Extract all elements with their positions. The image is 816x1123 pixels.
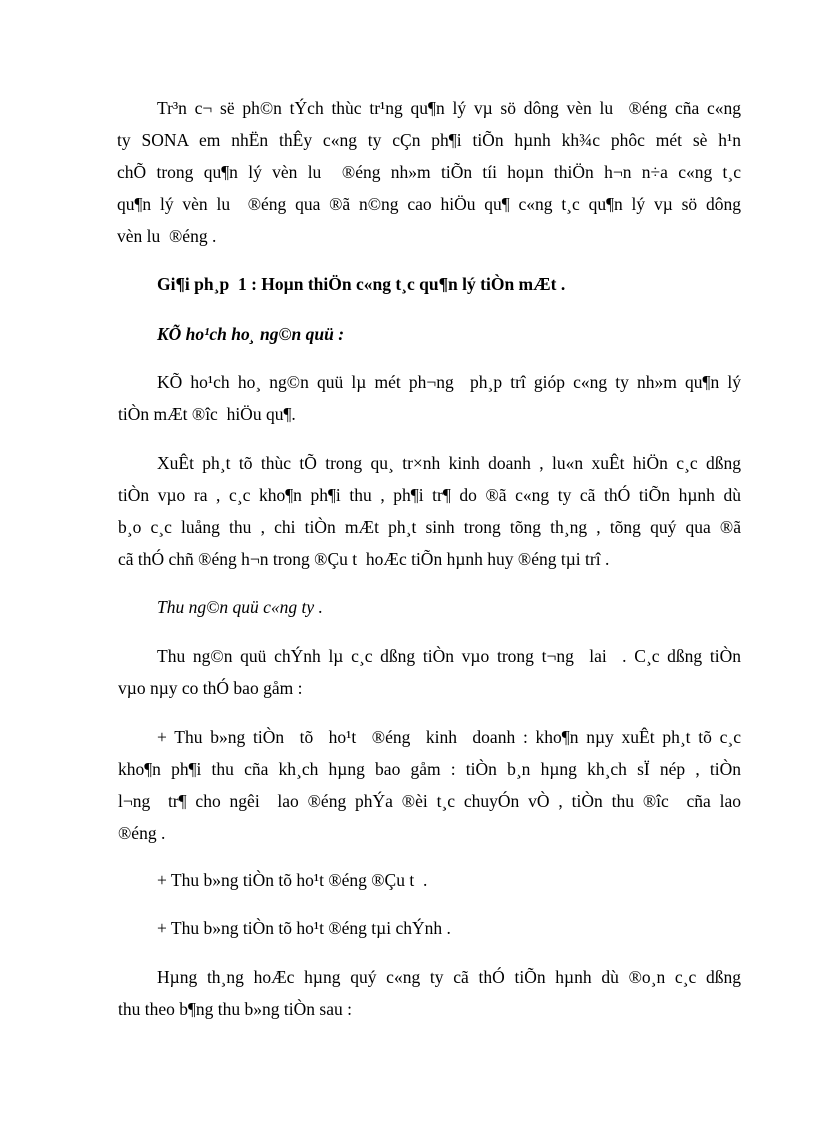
text-line: vèn lu ®éng . bbox=[117, 226, 217, 246]
text-line: l¬ng tr¶ cho ngêi lao ®éng phÝa ®èi t¸c chuyÓn vÒ , tiÒn thu ®îc cña lao bbox=[118, 791, 741, 811]
text-line: kho¶n ph¶i thu cña kh¸ch hµng bao gåm : tiÒn b¸n hµng kh¸ch sÏ nép , tiÒn bbox=[118, 759, 741, 779]
text-line: ®éng . bbox=[118, 823, 166, 843]
planning-paragraph bbox=[118, 366, 741, 430]
cashflow-paragraph bbox=[118, 447, 741, 575]
intro-paragraph bbox=[117, 92, 741, 252]
text-line: qu¶n lý vèn lu ®éng qua ®ã n©ng cao hiÖu qu¶ c«ng t¸c qu¶n lý vµ sö dông bbox=[117, 194, 741, 214]
text-line: b¸o c¸c luång thu , chi tiÒn mÆt ph¸t sinh trong tõng th¸ng , tõng quý qua ®ã bbox=[118, 517, 741, 537]
text-line: XuÊt ph¸t tõ thùc tÕ trong qu¸ tr×nh kinh doanh , lu«n xuÊt hiÖn c¸c dßng bbox=[157, 453, 741, 473]
subheading-line: KÕ ho¹ch ho¸ ng©n quü : bbox=[157, 324, 345, 344]
subheading-receipts bbox=[157, 591, 741, 623]
text-line: Tr³n c¬ së ph©n tÝch thùc tr¹ng qu¶n lý vµ sö dông vèn lu ®éng cña c«ng bbox=[157, 98, 741, 118]
investment-receipts-line bbox=[157, 864, 741, 896]
text-line: chÕ trong qu¶n lý vèn lu ®éng nh»m tiÕn tíi hoµn thiÖn h¬n n÷a c«ng t¸c bbox=[117, 162, 741, 182]
heading-line: Gi¶i ph¸p 1 : Hoµn thiÖn c«ng t¸c qu¶n lý tiÒn mÆt . bbox=[157, 274, 566, 294]
operating-receipts-paragraph bbox=[118, 721, 741, 849]
text-line: + Thu b»ng tiÒn tõ ho¹t ®éng tµi chÝnh . bbox=[157, 918, 451, 938]
subheading-line: Thu ng©n quü c«ng ty . bbox=[157, 597, 323, 617]
text-line: cã thÓ chñ ®éng h¬n trong ®Çu t hoÆc tiÕn hµnh huy ®éng tµi trî . bbox=[118, 549, 610, 569]
text-line: ty SONA em nhËn thÊy c«ng ty cÇn ph¶i tiÕn hµnh kh¾c phôc mét sè h¹n bbox=[117, 130, 741, 150]
text-line: Thu ng©n quü chÝnh lµ c¸c dßng tiÒn vµo trong t¬ng lai . C¸c dßng tiÒn bbox=[157, 646, 741, 666]
text-line: + Thu b»ng tiÒn tõ ho¹t ®éng kinh doanh : kho¶n nµy xuÊt ph¸t tõ c¸c bbox=[157, 727, 741, 747]
text-line: thu theo b¶ng thu b»ng tiÒn sau : bbox=[118, 999, 352, 1019]
receipts-paragraph bbox=[118, 640, 741, 704]
text-line: vµo nµy co thÓ bao gåm : bbox=[118, 678, 303, 698]
text-line: Hµng th¸ng hoÆc hµng quý c«ng ty cã thÓ tiÕn hµnh dù ®o¸n c¸c dßng bbox=[157, 967, 741, 987]
text-line: + Thu b»ng tiÒn tõ ho¹t ®éng ®Çu t . bbox=[157, 870, 428, 890]
financial-receipts-line bbox=[157, 912, 741, 944]
text-line: tiÒn vµo ra , c¸c kho¶n ph¶i thu , ph¶i tr¶ do ®ã c«ng ty cã thÓ tiÕn hµnh dù bbox=[118, 485, 741, 505]
text-line: KÕ ho¹ch ho¸ ng©n quü lµ mét ph¬ng ph¸p trî gióp c«ng ty nh»m qu¶n lý bbox=[157, 372, 741, 392]
subheading-planning bbox=[157, 318, 741, 350]
text-line: tiÒn mÆt ®îc hiÖu qu¶. bbox=[118, 404, 296, 424]
forecast-paragraph bbox=[118, 961, 741, 1025]
solution-heading bbox=[157, 268, 741, 300]
